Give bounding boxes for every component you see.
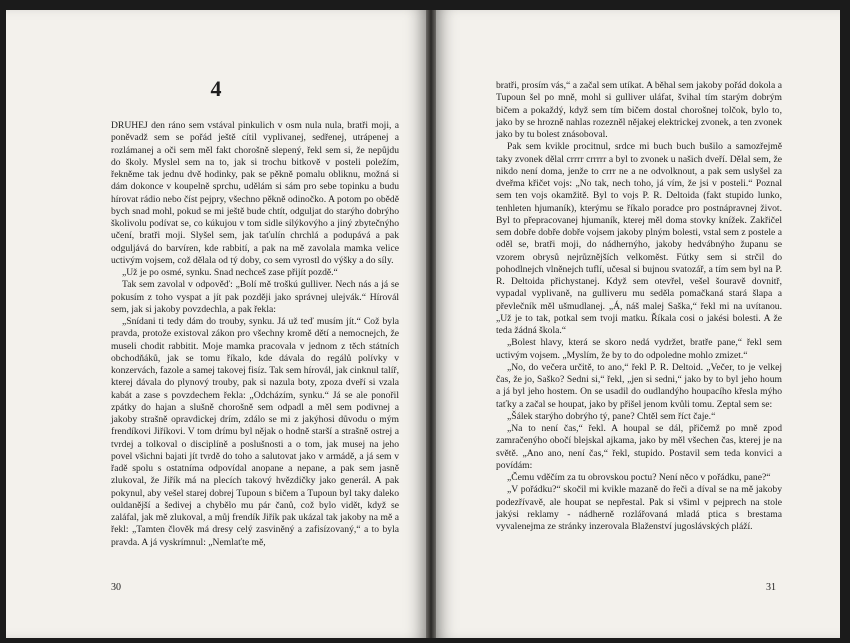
paragraph: „Šálek starýho dobrýho tý, pane? Chtěl sem říct čaje.“ (507, 410, 716, 422)
right-page (436, 10, 840, 638)
left-page (6, 10, 426, 638)
paragraph: „Bolest hlavy, která se skoro nedá vydržet, bratře pane,“ řekl sem uctivým vojsem. „Myslím, že by to do odpoledne mohlo zmizet.“ (496, 337, 782, 361)
left-page-text (111, 120, 399, 549)
paragraph: „Čemu vděčím za tu obrovskou poctu? Není něco v pořádku, pane?“ (507, 472, 771, 483)
paragraph: Pak sem kvikle procitnul, srdce mi buch buch bušilo a samozřejmě taky zvonek dělal crrrr crrrrr a byl to zvonek u našich dveří. Dělal sem, že nikdo není doma, jenže to crrr ne a ne odvolknout, a pak sem uslyšel za dveřma křičet vojs: „No tak, nech toho, já vím, že jsi v posteli.“ Poznal sem ten vojs okamžitě. Byl to vojs P. R. Deltoida (fakt stupido lunko, tenhleten hjumaník), kterýmu se říkalo poradce pro postnápravnej život. Byl to přepracovanej hjumaník, kterej měl doma stovky knížek. Zakřičel sem dobře dobře dobře vojsem jakoby plným bolesti, vstal sem z postele a oděl se, bratři moji, do nádhernýho, jakoby hedvábnýho županu se vzorem obrysů nejrůznějších velkoměst. Fútky sem si strčil do pohodlnejch vlněnejch tuflí, učesal si bujnou svatozář, a tím sem byl na P. R. Deltoida přichystanej. Když sem otevřel, vešel šouravě dovnitř, vypadal vyplivaně, na gulliveru mu seděla pomačkaná stará šlapa a převlečník měl ušmudlanej. „Á, náš malej Saška,“ řekl mi na uvítanou. „Už je to tak, potkal sem tvoji matku. Říkala cosi o jakési bolesti. A že teda žádná škola.“ (496, 141, 782, 336)
paragraph: „No, do večera určitě, to ano,“ řekl P. R. Deltoid. „Večer, to je velkej čas, že jo, Saško? Sedni si,“ řekl, „jen si sedni,“ jako by to byl jeho houm a já byl jeho hostem. On se usadil do oudlandýho houpacího křesla mýho taťky a začal se houpat, jako by přišel jenom kvůli tomu. Zeptal sem se: (496, 361, 782, 410)
chapter-number: 4 (210, 76, 222, 101)
paragraph: Tak sem zavolal v odpověď: „Bolí mě troškú gulliver. Nech nás a já se pokusím z toho vyspat a jít pak později jako správnej ulejvák.“ Hírovál sem, jak si jakoby povzdechla, a pak řekla: (111, 279, 399, 315)
paragraph: bratři, prosím vás,“ a začal sem utíkat. A běhal sem jakoby pořád dokola a Tupoun šel po mně, mohl si gulliver uláfat, švihal tím starým dobrým bičem a pokaždý, když sem tím bičem dostal chorošnej tolčok, bylo to, jako by se hrozně nahlas rozezněl nějakej elektrickej zvonek, a ten zvonek jako by tu bolest znásoboval. (496, 80, 782, 140)
paragraph: „Už je po osmé, synku. Snad nechceš zase přijít pozdě.“ (122, 267, 338, 278)
page-number-right: 31 (766, 582, 776, 593)
page-number-left: 30 (111, 582, 121, 593)
paragraph: „Snídani ti tedy dám do trouby, synku. Já už teď musím jít.“ Což byla pravda, protože existoval zákon pro všechny kromě dětí a nemocnejch, že museli chodit rabbitit. Moje mamka pracovala v jednom z těch státních obchodňáků, jak se tomu říkalo, kde dávala do regálů polívky v konzervách, fazole a samej takovej fisíz. Tak sem hírovál, jak cinknul talíř, kterej dávala do plynový trouby, pak si nazula boty, zpoza dveří si vzala kabát a zase s povzdechem řekla: „Odcházím, synku.“ Já se ale ponořil zpátky do hajan a slušně chorošně sem odpadl a měl sem podivnej a jakoby strašně opravdickej drím, zdálo se mi z jakýhosi důvodu o mým frendíkovi Jiříkovi. V tom drímu byl nějak o hodně starší a strašně ostrej a tvrdej a tolkoval o disciplíně a poslušnosti a o tom, jak musej na jeho povel všichni bajati jít tvrdě do toho a salutovat jako v armádě, a já sem v řadě spolu s ostatníma odpovídal anopane a nepane, a pak sem jasně zlukoval, že Jiřík má na plecích takový hvězdičky jako generál. A pak pokynul, aby vešel starej dobrej Tupoun s bičem a Tupoun byl taky daleko ouldanější a šedivej a chybělo mu pár čanů, což bylo vidět, když se zaláfal, jak mě zlukoval, a můj frendík Jiřík pak ukázal tak jakoby na mě a řekl: „Tamten člověk má dresy celý zasviněný a zafisízovaný,“ a to byla pravda. A já vyskrímnul: „Nemlaťte mě, (111, 316, 399, 548)
paragraph: „V pořádku?“ skočil mi kvikle mazaně do řeči a díval se na mě jakoby podezřívavě, ale houpat se nepřestal. Pak si všiml v pejprech na stole jakýsi reklamy - nádherně rozlářovaná mladá ptica s brestama vyvalenejma ze stránky inzerovala Blaženství jugoslávských pláží. (496, 484, 782, 532)
paragraph: „Na to není čas,“ řekl. A houpal se dál, přičemž po mně zpod zamračenýho obočí blejskal ajkama, jako by měl všechen čas, kterej je na světě. „Ano ano, není čas,“ řekl, stupido. Postavil sem teda konvici a povídám: (496, 423, 782, 471)
paragraph: DRUHEJ den ráno sem vstával pinkulich v osm nula nula, bratři moji, a poněvadž sem se pořád ještě cítil vyplivanej, sedřenej, utrápenej a rozlámanej a oči sem měl fakt chorošně slepený, řekl sem si, že nepůjdu do školy. Myslel sem na to, jak si trochu bitkově v posteli poležím, řekněme tak jednu dvě hodinky, pak se pěkně pomalu obliknu, možná si dám dokonce v koupelně sprchu, udělám si sám pro sebe topinku a budu hírovat rádio nebo číst pejpry, všechno pěkně odinočko. A potom po obědě bych snad mohl, pokud se mi ještě bude chtít, odguljat do starýho dobrýho školivolu podívat se, co kúkujou v tom sidle silýkovýho a jiný zbytečnýho učení, bratři moji. Slyšel sem, jak taťulín chrchlá a podupává a pak odguljává do barvíren, kde rabbití, a pak na mě zavolala mamka velice uctivým vojsem, což dělala od tý doby, co sem vyrostl do výšky a do síly. (111, 120, 399, 266)
book-gutter (426, 10, 436, 638)
right-page-text (496, 80, 782, 533)
